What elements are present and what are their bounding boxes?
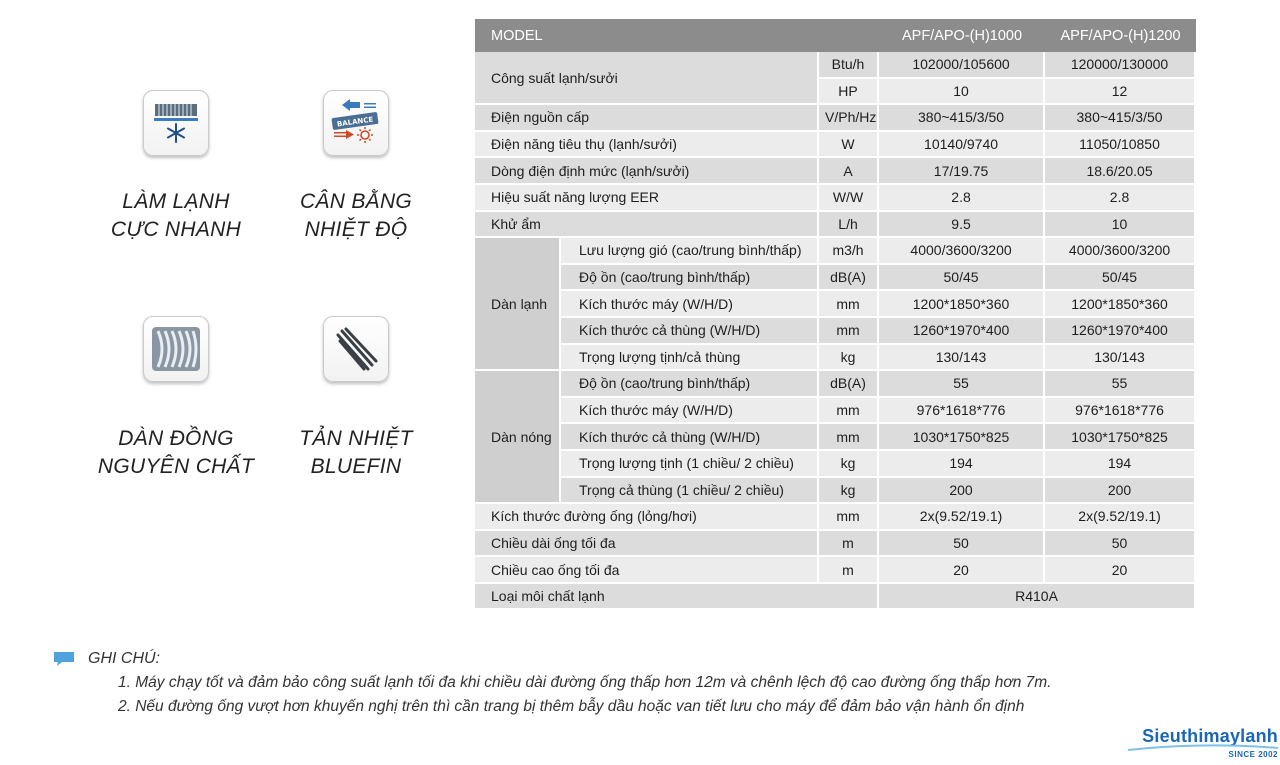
row-value-1: 50/45 — [879, 265, 1045, 292]
row-value-1: 1260*1970*400 — [879, 318, 1045, 345]
balance-icon — [323, 90, 389, 156]
row-label: Trọng cả thùng (1 chiều/ 2 chiều) — [561, 478, 819, 505]
row-value-1: 1030*1750*825 — [879, 424, 1045, 451]
row-value-2: 18.6/20.05 — [1045, 158, 1196, 185]
brand-logo — [1113, 726, 1278, 759]
row-unit: HP — [819, 79, 879, 106]
row-value-2: 2x(9.52/19.1) — [1045, 504, 1196, 531]
row-label: Độ ồn (cao/trung bình/thấp) — [561, 265, 819, 292]
feature-balance — [256, 90, 456, 244]
row-label: Kích thước đường ống (lỏng/hơi) — [475, 504, 819, 531]
row-label: Chiều cao ống tối đa — [475, 557, 819, 584]
row-value-1: 55 — [879, 371, 1045, 398]
row-label: Kích thước máy (W/H/D) — [561, 291, 819, 318]
fast-cooling-icon — [143, 90, 209, 156]
row-label: Chiều dài ống tối đa — [475, 531, 819, 558]
row-label: Hiệu suất năng lượng EER — [475, 185, 819, 212]
refrigerant-value: R410A — [879, 584, 1196, 611]
feature-fast-cooling — [76, 90, 276, 244]
row-label: Kích thước cả thùng (W/H/D) — [561, 318, 819, 345]
row-value-1: 50 — [879, 531, 1045, 558]
table-row — [475, 451, 1196, 478]
note-item-2: 2. Nếu đường ống vượt hơn khuyến nghị trên thì cần trang bị thêm bẫy dầu hoặc van tiết lưu cho máy để đảm bảo vận hành ổn định — [118, 698, 1025, 715]
row-value-2: 12 — [1045, 79, 1196, 106]
row-label: Độ ồn (cao/trung bình/thấp) — [561, 371, 819, 398]
row-value-2: 380~415/3/50 — [1045, 105, 1196, 132]
row-value-1: 20 — [879, 557, 1045, 584]
row-label: Điện năng tiêu thụ (lạnh/sưởi) — [475, 132, 819, 159]
row-value-2: 976*1618*776 — [1045, 398, 1196, 425]
table-row — [475, 345, 1196, 372]
feature-label-line2: NGUYÊN CHẤT — [97, 455, 255, 478]
row-value-2: 2.8 — [1045, 185, 1196, 212]
row-value-2: 11050/10850 — [1045, 132, 1196, 159]
header-model-2: APF/APO-(H)1200 — [1045, 19, 1196, 52]
row-unit: m — [819, 557, 879, 584]
row-unit: mm — [819, 424, 879, 451]
feature-label-line1: CÂN BẰNG — [299, 190, 413, 213]
table-row — [475, 371, 1196, 398]
table-row — [475, 158, 1196, 185]
row-value-2: 194 — [1045, 451, 1196, 478]
row-value-1: 2.8 — [879, 185, 1045, 212]
row-value-2: 10 — [1045, 212, 1196, 239]
group-outdoor: Dàn nóng — [475, 371, 561, 504]
row-value-2: 50 — [1045, 531, 1196, 558]
brand-since: SINCE 2002 — [1228, 750, 1278, 759]
header-model: MODEL — [475, 19, 879, 52]
row-label: Lưu lượng gió (cao/trung bình/thấp) — [561, 238, 819, 265]
row-value-2: 130/143 — [1045, 345, 1196, 372]
row-value-2: 4000/3600/3200 — [1045, 238, 1196, 265]
row-label: Trọng lượng tịnh/cả thùng — [561, 345, 819, 372]
table-row — [475, 504, 1196, 531]
feature-copper-coil — [76, 316, 276, 481]
table-row — [475, 318, 1196, 345]
table-row — [475, 212, 1196, 239]
row-unit: Btu/h — [819, 52, 879, 79]
row-value-1: 9.5 — [879, 212, 1045, 239]
brand-name: Sieuthimaylanh — [1142, 726, 1278, 746]
row-unit: kg — [819, 451, 879, 478]
row-value-2: 1260*1970*400 — [1045, 318, 1196, 345]
table-row — [475, 557, 1196, 584]
table-row — [475, 478, 1196, 505]
feature-label-line1: DÀN ĐỒNG — [118, 427, 234, 450]
table-row — [475, 265, 1196, 292]
row-value-2: 120000/130000 — [1045, 52, 1196, 79]
row-value-1: 17/19.75 — [879, 158, 1045, 185]
table-row — [475, 185, 1196, 212]
row-value-2: 200 — [1045, 478, 1196, 505]
row-label: Loại môi chất lạnh — [475, 584, 879, 611]
row-unit: V/Ph/Hz — [819, 105, 879, 132]
table-row — [475, 52, 1196, 79]
row-value-2: 50/45 — [1045, 265, 1196, 292]
feature-label-line1: TẢN NHIỆT — [299, 427, 413, 450]
note-item-1: 1. Máy chạy tốt và đảm bảo công suất lạnh tối đa khi chiều dài đường ống thấp hơn 12m và chênh lệch độ cao đường ống thấp hơn 7m. — [118, 674, 1052, 691]
row-label: Dòng điện định mức (lạnh/sưởi) — [475, 158, 819, 185]
feature-bluefin — [256, 316, 456, 481]
feature-label-line1: LÀM LẠNH — [122, 190, 230, 213]
row-label: Kích thước cả thùng (W/H/D) — [561, 424, 819, 451]
table-row — [475, 105, 1196, 132]
row-label: Khử ẩm — [475, 212, 819, 239]
notes-title: GHI CHÚ: — [88, 650, 160, 667]
row-label: Kích thước máy (W/H/D) — [561, 398, 819, 425]
table-header-row — [475, 19, 1196, 52]
feature-label-line2: NHIỆT ĐỘ — [304, 218, 408, 241]
feature-label-line2: CỰC NHANH — [110, 218, 242, 241]
row-unit: dB(A) — [819, 265, 879, 292]
table-row — [475, 531, 1196, 558]
row-unit: m — [819, 531, 879, 558]
balance-icon-text: BALANCE — [336, 115, 374, 129]
row-value-1: 1200*1850*360 — [879, 291, 1045, 318]
row-value-1: 4000/3600/3200 — [879, 238, 1045, 265]
row-unit: W — [819, 132, 879, 159]
row-unit: mm — [819, 318, 879, 345]
row-unit: A — [819, 158, 879, 185]
row-value-1: 2x(9.52/19.1) — [879, 504, 1045, 531]
table-row — [475, 584, 1196, 611]
feature-label-line2: BLUEFIN — [310, 455, 402, 478]
row-unit: mm — [819, 504, 879, 531]
row-value-2: 1200*1850*360 — [1045, 291, 1196, 318]
row-label: Trọng lượng tịnh (1 chiều/ 2 chiều) — [561, 451, 819, 478]
row-value-2: 1030*1750*825 — [1045, 424, 1196, 451]
row-value-1: 200 — [879, 478, 1045, 505]
bluefin-icon — [323, 316, 389, 382]
row-unit: mm — [819, 398, 879, 425]
table-row — [475, 398, 1196, 425]
row-unit: kg — [819, 478, 879, 505]
row-value-2: 20 — [1045, 557, 1196, 584]
copper-coil-icon — [143, 316, 209, 382]
table-row — [475, 238, 1196, 265]
row-label: Điện nguồn cấp — [475, 105, 819, 132]
row-unit: mm — [819, 291, 879, 318]
row-value-1: 194 — [879, 451, 1045, 478]
speech-bubble-icon — [52, 650, 76, 668]
row-value-1: 10 — [879, 79, 1045, 106]
header-model-1: APF/APO-(H)1000 — [879, 19, 1045, 52]
row-value-1: 102000/105600 — [879, 52, 1045, 79]
row-value-1: 976*1618*776 — [879, 398, 1045, 425]
notes-section — [52, 650, 1252, 716]
row-label: Công suất lạnh/sưởi — [475, 52, 819, 105]
group-indoor: Dàn lạnh — [475, 238, 561, 371]
row-value-2: 55 — [1045, 371, 1196, 398]
table-row — [475, 424, 1196, 451]
table-row — [475, 132, 1196, 159]
row-unit: W/W — [819, 185, 879, 212]
row-value-1: 130/143 — [879, 345, 1045, 372]
spec-table — [475, 19, 1196, 610]
table-row — [475, 291, 1196, 318]
row-unit: kg — [819, 345, 879, 372]
row-value-1: 10140/9740 — [879, 132, 1045, 159]
row-unit: dB(A) — [819, 371, 879, 398]
row-unit: m3/h — [819, 238, 879, 265]
row-unit: L/h — [819, 212, 879, 239]
row-value-1: 380~415/3/50 — [879, 105, 1045, 132]
